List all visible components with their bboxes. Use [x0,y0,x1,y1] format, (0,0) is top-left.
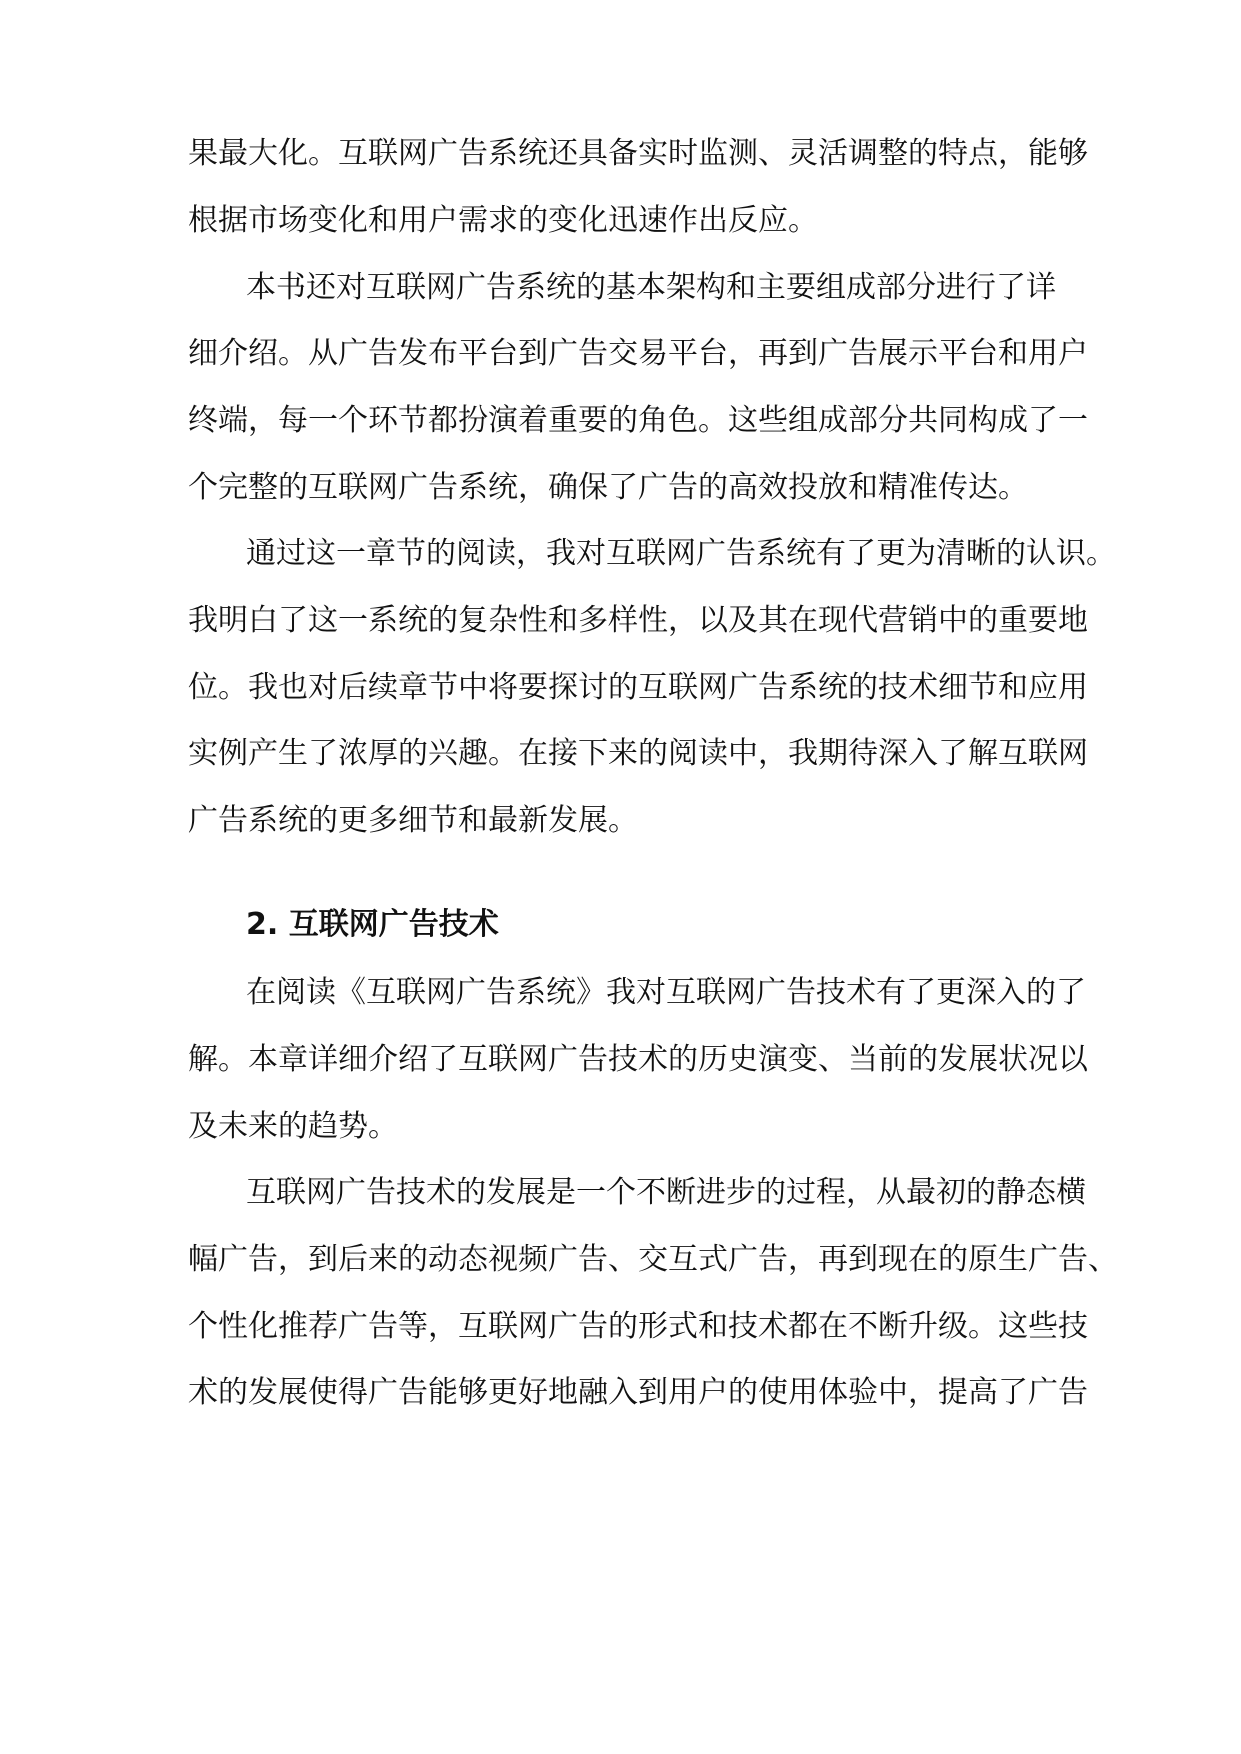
text-line-content: 终端，每一个环节都扮演着重要的角色。这些组成部分共同构成了一 [188,403,1088,438]
text-line [0,396,1241,446]
text-line [0,1035,1241,1085]
text-line-content: 术的发展使得广告能够更好地融入到用户的使用体验中，提高了广告 [188,1375,1088,1410]
text-line [0,329,1241,379]
text-line-content: 及未来的趋势。 [188,1109,398,1144]
text-line [0,729,1241,779]
text-line-content: 本书还对互联网广告系统的基本架构和主要组成部分进行了详 [246,270,1056,305]
text-line [0,968,1241,1018]
text-line [0,1102,1241,1152]
text-line [0,1235,1241,1285]
text-line-content: 位。我也对后续章节中将要探讨的互联网广告系统的技术细节和应用 [188,670,1088,705]
text-line-content: 实例产生了浓厚的兴趣。在接下来的阅读中，我期待深入了解互联网 [188,736,1088,771]
text-line-content: 在阅读《互联网广告系统》我对互联网广告技术有了更深入的了 [246,975,1086,1010]
text-line [0,196,1241,246]
text-line [0,796,1241,846]
text-line [0,1168,1241,1218]
text-line-content: 广告系统的更多细节和最新发展。 [188,803,638,838]
text-line [0,663,1241,713]
text-line [0,263,1241,313]
section-heading [0,900,1241,950]
text-line-content: 个性化推荐广告等，互联网广告的形式和技术都在不断升级。这些技 [188,1309,1088,1344]
text-line-content: 根据市场变化和用户需求的变化迅速作出反应。 [188,203,818,238]
text-line [0,463,1241,513]
text-line-content: 幅广告，到后来的动态视频广告、交互式广告，再到现在的原生广告、 [188,1242,1118,1277]
text-line [0,1368,1241,1418]
text-line-content: 解。本章详细介绍了互联网广告技术的历史演变、当前的发展状况以 [188,1042,1088,1077]
text-line-content: 通过这一章节的阅读，我对互联网广告系统有了更为清晰的认识。 [246,536,1116,571]
text-line-content: 互联网广告技术的发展是一个不断进步的过程，从最初的静态横 [246,1175,1086,1210]
text-line [0,129,1241,179]
text-line-content: 我明白了这一系统的复杂性和多样性，以及其在现代营销中的重要地 [188,603,1088,638]
section-heading-text: 2. 互联网广告技术 [246,907,499,942]
text-line-content: 果最大化。互联网广告系统还具备实时监测、灵活调整的特点，能够 [188,136,1088,171]
text-line-content: 细介绍。从广告发布平台到广告交易平台，再到广告展示平台和用户 [188,336,1088,371]
text-line [0,529,1241,579]
text-line [0,1302,1241,1352]
text-line-content: 个完整的互联网广告系统，确保了广告的高效投放和精准传达。 [188,470,1028,505]
text-line [0,596,1241,646]
